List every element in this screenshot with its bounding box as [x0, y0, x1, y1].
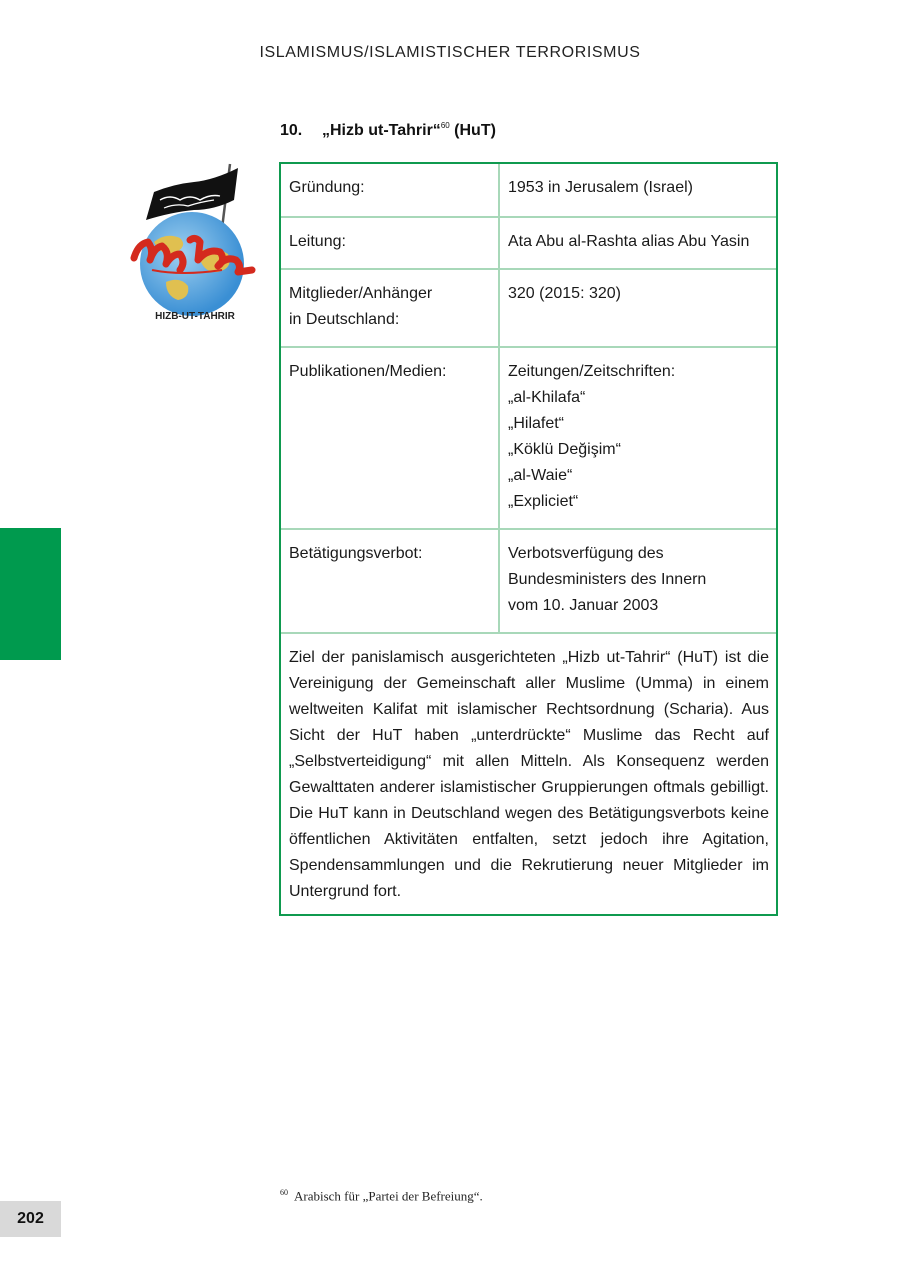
footnote: [280, 1188, 483, 1204]
footnote-text: Arabisch für „Partei der Befreiung“.: [294, 1188, 483, 1204]
row-value-members: 320 (2015: 320): [499, 269, 776, 347]
organization-profile-box: [279, 162, 778, 916]
footnote-ref[interactable]: 60: [440, 121, 450, 130]
publication-item: „al-Waie“: [508, 467, 573, 484]
hizb-ut-tahrir-logo: [124, 162, 266, 324]
section-abbreviation: (HuT): [454, 122, 496, 139]
label-line: in Deutschland:: [289, 311, 400, 328]
row-value-founding: 1953 in Jerusalem (Israel): [499, 164, 776, 217]
table-row: [281, 529, 776, 633]
publication-item: „Hilafet“: [508, 415, 565, 432]
description-paragraph: Ziel der panislamisch ausgerichteten „Hizb ut-Tahrir“ (HuT) ist die Vereinigung der Gemeinschaft aller Muslime (Umma) in einem weltweiten Kalifat mit islamischer Rechtsordnung (Scharia). Aus Sicht der HuT haben „unterdrückte“ Muslime das Recht auf „Selbstverteidigung“ mit allen Mitteln. Als Konsequenz werden Gewalttaten anderer islamistischer Gruppierungen oftmals gebilligt. Die HuT kann in Deutschland wegen des Betätigungsverbots keine öffentlichen Aktivitäten entfalten, setzt jedoch ihre Agitation, Spendensammlungen und die Rekrutierung neuer Mitglieder im Untergrund fort.: [289, 649, 769, 900]
section-heading: [280, 121, 496, 140]
ban-line: vom 10. Januar 2003: [508, 597, 659, 614]
page-number: 202: [0, 1201, 61, 1237]
publication-item: „Köklü Değişim“: [508, 441, 621, 458]
ban-line: Bundesministers des Innern: [508, 571, 707, 588]
organization-info-table: [281, 164, 776, 634]
chapter-side-tab: [0, 528, 61, 660]
row-value-leadership: Ata Abu al-Rashta alias Abu Yasin: [499, 217, 776, 269]
logo-caption: HIZB-UT-TAHRIR: [155, 311, 235, 322]
row-label-members: [281, 269, 499, 347]
table-row: [281, 217, 776, 269]
ban-line: Verbotsverfügung des: [508, 545, 664, 562]
row-label-leadership: Leitung:: [281, 217, 499, 269]
row-label-founding: Gründung:: [281, 164, 499, 217]
publication-item: „al-Khilafa“: [508, 389, 586, 406]
label-line: Mitglieder/Anhänger: [289, 285, 433, 302]
publication-item: „Expliciet“: [508, 493, 579, 510]
table-row: [281, 269, 776, 347]
row-value-ban: [499, 529, 776, 633]
section-title: „Hizb ut-Tahrir“: [322, 122, 441, 139]
table-row: [281, 164, 776, 217]
row-label-publications: Publikationen/Medien:: [281, 347, 499, 529]
running-head: ISLAMISMUS/ISLAMISTISCHER TERRORISMUS: [259, 44, 641, 61]
row-label-ban: Betätigungsverbot:: [281, 529, 499, 633]
section-number: 10.: [280, 122, 303, 139]
row-value-publications: [499, 347, 776, 529]
table-row: [281, 347, 776, 529]
footnote-number: 60: [280, 1188, 288, 1197]
publication-heading: Zeitungen/Zeitschriften:: [508, 363, 676, 380]
